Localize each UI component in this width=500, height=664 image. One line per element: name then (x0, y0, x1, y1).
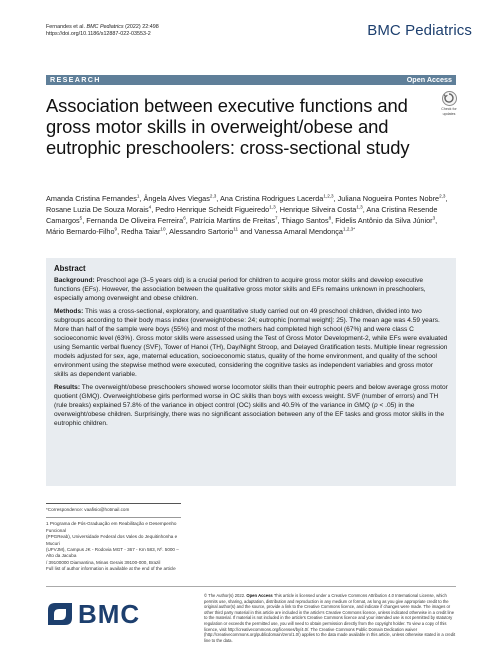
author-affiliation-ref: 1,3 (269, 204, 276, 210)
background-text: Preschool age (3–5 years old) is a crucial period for children to acquire gross motor skills and develop executive functions (EFs). However, the association between the qualitative gross motor skills and EFs remains unknown in preschoolers, especially among overweight and obese children. (54, 277, 426, 302)
author-affiliation-ref: 8 (328, 215, 332, 221)
license-open-access-label: Open Access (246, 593, 273, 598)
author-affiliation-ref: 5 (79, 215, 83, 221)
affiliation-line: Full list of author information is available at the end of the article (46, 566, 176, 572)
author-name[interactable]: Rosane Luzia De Souza Morais (46, 205, 149, 214)
author-affiliation-ref: 1,2,3 (323, 193, 334, 199)
license-text: This article is licensed under a Creative Commons Attribution 4.0 International License, which permits use, sharing, adaptation, distribution and reproduction in any medium or format, as long as you give appropriate credit to the original author(s) and the source, provide a link to the Creative Commons licence, and indicate if changes were made. The images or other third party material in this article are included in the article's Creative Commons licence, unless indicated otherwise in a credit line to the material. If material is not included in the article's Creative Commons licence and your intended use is not permitted by statutory regulation or exceeds the permitted use, you will need to obtain permission directly from the copyright holder. To view a copy of this licence, visit http://creativecommons.org/licenses/by/4.0/. The Creative Commons Public Domain Dedication waiver (http://creativecommons.org/publicdomain/zero/1.0/) applies to the data made available in this article, unless otherwise stated in a credit line to the data. (204, 593, 456, 643)
author-affiliation-ref: 1,3 (356, 204, 363, 210)
affiliation-line: 1 Programa de Pós-Graduação em Reabilitação e Desempenho Funcional (46, 521, 177, 533)
author-name[interactable]: Redha Taiar (121, 227, 161, 236)
article-type-banner (46, 75, 456, 85)
author-affiliation-ref: 6 (183, 215, 186, 221)
footnotes (46, 503, 181, 573)
methods-label: Methods: (54, 308, 84, 316)
results-label: Results: (54, 383, 81, 391)
bmc-logo-mark-icon (46, 601, 74, 627)
footer-divider (46, 586, 456, 587)
check-for-updates-badge[interactable] (436, 91, 462, 116)
author-affiliation-ref: 7 (275, 215, 278, 221)
citation-authors: Fernandes et al. (46, 24, 85, 30)
abstract-background (54, 277, 448, 304)
abstract-methods (54, 308, 448, 379)
author-name[interactable]: Fidelis Antônio da Silva Júnior (335, 216, 433, 225)
results-p-symbol: p (373, 401, 378, 409)
author-affiliation-ref: 1 (136, 193, 140, 199)
affiliation-notes (46, 521, 181, 572)
correspondence-line: *Correspondence: vaafisio@hotmail.com (46, 507, 130, 512)
license-statement (204, 593, 456, 643)
author-list: Amanda Cristina Fernandes$^1$, Ângela Alves Viegas$^{2,3}$, Ana Cristina Rodrigues Lacerda$^{1,2,3}$, Juliana Nogueira Pontes Nobre$^{2,3}$, Rosane Luzia De Souza Morais$^4$, Pedro Henrique Scheidt Figueiredo$^{1,3}$, Henrique Silveira Costa$^{1,3}$, Ana Cristina Resende Camargos$^5$, Fernanda De Oliveira Ferreira$^6$, Patrícia Martins de Freitas$^7$, Thiago Santos$^8$, Fidelis Antônio da Silva Júnior$^3$, Mário Bernardo-Filho$^9$, Redha Taiar$^{10}$, Alessandro Sartorio$^{11}$ and Vanessa Amaral Mendonça$^{1,2,3*}$ (46, 193, 448, 236)
check-updates-line2: updates (442, 112, 456, 117)
author-affiliation-ref: 1,2,3* (342, 226, 355, 232)
author-affiliation-ref: 11 (233, 226, 239, 232)
copyright-text: © The Author(s) 2022. (204, 593, 246, 598)
author-name[interactable]: Amanda Cristina Fernandes (46, 194, 137, 203)
open-access-label: Open Access (406, 75, 452, 84)
author-affiliation-ref: 10 (160, 226, 166, 232)
results-text-2: < .05) in the overweight/obese children. Surprisingly, there was no significant association between any of the EF tasks and gross motor skills in the eutrophic children. (54, 401, 445, 427)
doi-link[interactable]: https://doi.org/10.1186/s12887-022-03553-2 (46, 31, 151, 38)
author-name[interactable]: Patrícia Martins de Freitas (189, 216, 276, 225)
abstract-results (54, 384, 448, 429)
article-meta (46, 24, 159, 39)
author-affiliation-ref: 3 (432, 215, 436, 221)
author-name[interactable]: Juliana Nogueira Pontes Nobre (337, 194, 440, 203)
author-affiliation-ref: 2,3 (439, 193, 446, 199)
methods-text: This was a cross-sectional, exploratory, and quantitative study carried out on 49 preschool children, divided into two subgroups according to their body mass index (overweight/obese: 24; eutrophic [normal weight]: 25). The mean age was 4.59 years. More than half of the sample were boys (55%) and most of the mothers had completed high school (67%) and were class C socioeconomic level (63%). Gross motor skills were assessed using the Test of Gross Motor Development-2, while EFs were evaluated using Semantic verbal fluency (SVF), Tower of Hanoi (TH), Day/Night Stroop, and Delayed Gratification tests. Multiple linear regression models adjusted for sex, age, maternal education, socioeconomic status, quality of the home environment, and quality of the school environment using the stepwise method were executed, considering the cognitive tasks as independent variables and gross motor skills as dependent variable. (54, 308, 448, 378)
background-label: Background: (54, 277, 95, 284)
citation-year: (2022) 22:498 (125, 24, 159, 30)
author-name[interactable]: Mário Bernardo-Filho (46, 227, 115, 236)
author-affiliation-ref: 4 (148, 204, 152, 210)
abstract-heading: Abstract (54, 264, 86, 273)
author-name[interactable]: Ana Cristina Rodrigues Lacerda (219, 194, 324, 203)
author-affiliation-ref: 2,3 (209, 193, 217, 199)
author-name[interactable]: Henrique Silveira Costa (279, 205, 357, 214)
check-updates-icon (442, 91, 457, 106)
author-name[interactable]: Ângela Alves Viegas (143, 194, 210, 203)
article-title: Association between executive functions and gross motor skills in overweight/obese and eutrophic preschoolers: cross-sectional study (46, 95, 410, 158)
results-text-1: The overweight/obese preschoolers showed worse locomotor skills than their eutrophic peers and below average gross motor quotient (GMQ). Overweight/obese girls performed worse in OC skills than boys with excess weight. SVF (number of errors) and TH (rule breaks) explained 57.8% of the variance in object control (OC) skills and 40.5% of the variance in GMQ ( (54, 383, 448, 409)
citation-line (46, 24, 159, 31)
author-affiliation-ref: 9 (114, 226, 118, 232)
check-updates-line1: Check for (441, 107, 457, 111)
author-name[interactable]: Ana Cristina Resende Camargos (46, 205, 438, 225)
author-name[interactable]: Vanessa Amaral Mendonça (254, 227, 343, 236)
journal-brand: BMC Pediatrics (367, 22, 472, 39)
affiliation-line: / 39100000 Diamantina, Minas Gerais 39100-000, Brazil (46, 559, 161, 565)
citation-journal: BMC Pediatrics (86, 24, 124, 30)
author-name[interactable]: Alessandro Sartorio (169, 227, 234, 236)
article-type-label: RESEARCH (50, 75, 101, 84)
affiliation-line: (UFVJM), Campus JK - Rodovia MGT - 367 - Km 583, Nº. 5000 – Alto da Jacuba (46, 547, 179, 559)
bmc-logo-text: BMC (78, 599, 141, 629)
affiliation-line: (PPGReab), Universidade Federal dos Vales do Jequitinhonha e Mucuri (46, 534, 178, 546)
author-name[interactable]: Pedro Henrique Scheidt Figueiredo (155, 205, 270, 214)
abstract-box (46, 258, 456, 486)
author-name[interactable]: Thiago Santos (281, 216, 329, 225)
author-name[interactable]: Fernanda De Oliveira Ferreira (86, 216, 184, 225)
